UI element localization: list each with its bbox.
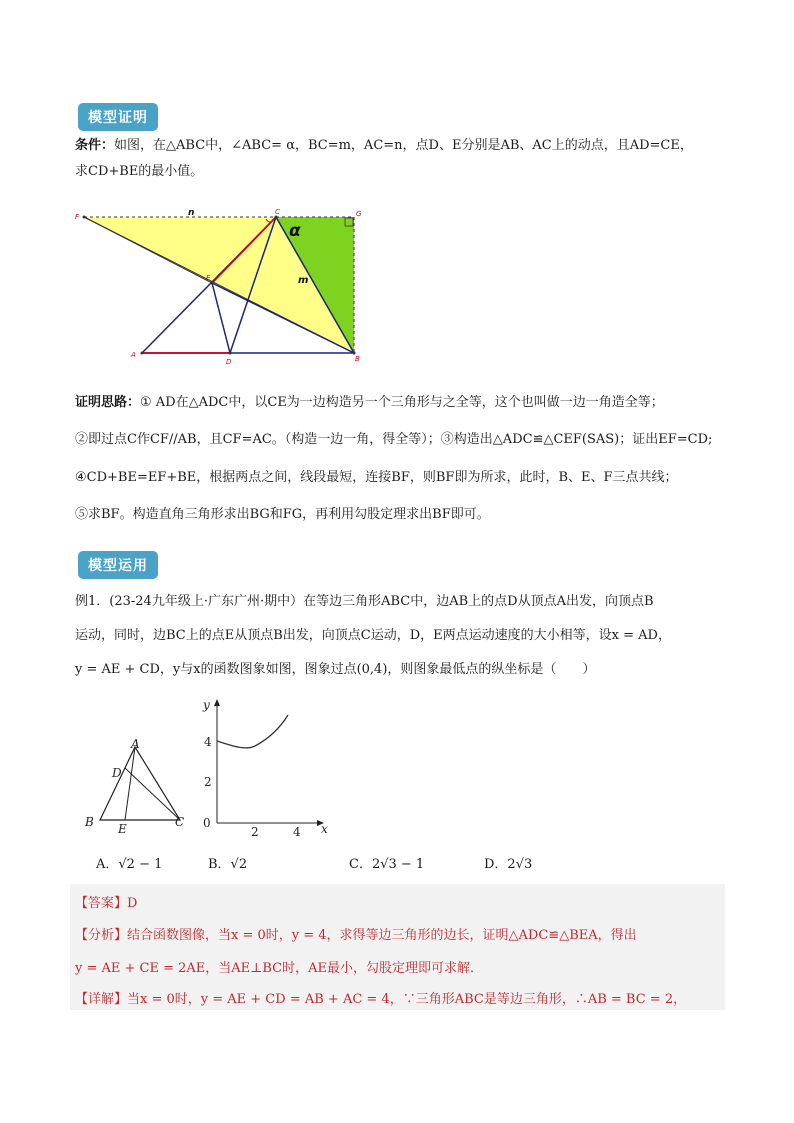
y-tick-2: 2: [204, 775, 212, 789]
x-tick-2: 2: [251, 825, 259, 839]
geometry-figure-1: [70, 205, 370, 365]
label-y-axis: y: [203, 698, 210, 712]
x-tick-4: 4: [293, 825, 301, 839]
label-alpha: α: [289, 221, 301, 241]
section-badge-application: 模型运用: [78, 551, 158, 579]
label-c: C: [275, 208, 280, 216]
label-b: B: [355, 355, 360, 363]
option-c[interactable]: C．2√3 − 1: [349, 857, 425, 872]
point-d: [229, 352, 232, 355]
condition-text-1: 如图，在△ABC中，∠ABC= α，BC=m，AC=n，点D、E分别是AB、AC上的动点，且AD=CE，: [114, 138, 693, 153]
answer-text: D: [127, 896, 138, 911]
condition-line-1: [75, 137, 693, 155]
option-a[interactable]: A．√2 − 1: [96, 857, 163, 872]
proof-line-1: [75, 394, 664, 412]
y-tick-4: 4: [204, 735, 212, 749]
analysis-text-1: 结合函数图像，当x = 0时，y = 4，求得等边三角形的边长，证明△ADC≌△BEA，得出: [127, 928, 637, 943]
detail-text-1: 当x = 0时，y = AE + CD = AB + AC = 4，∵三角形ABC是等边三角形，∴AB = BC = 2，: [127, 992, 687, 1007]
label-a2: A: [131, 737, 140, 751]
function-graph: [195, 693, 345, 843]
label-e2: E: [118, 822, 127, 835]
example-line-3: y = AE + CD，y与x的函数图象如图，图象过点(0,4)，则图象最低点的纵坐标是（ ）: [75, 662, 596, 677]
function-curve: [217, 715, 288, 748]
section-badge-proof: 模型证明: [78, 103, 158, 131]
option-d[interactable]: D．2√3: [484, 857, 533, 872]
label-d2: D: [112, 766, 122, 780]
label-d: D: [226, 358, 232, 365]
label-a: A: [131, 351, 136, 359]
geometry-figure-2: [80, 735, 190, 835]
option-b[interactable]: B．√2: [208, 857, 248, 872]
y-axis-arrow: [214, 699, 220, 706]
label-n: n: [188, 208, 195, 218]
analysis-line-2: y = AE + CE = 2AE，当AE⊥BC时，AE最小，勾股定理即可求解．: [75, 961, 484, 976]
analysis-line-1: [75, 924, 637, 943]
point-f: [83, 216, 86, 219]
answer-tag: 【答案】: [75, 896, 128, 911]
label-x-axis: x: [321, 822, 328, 836]
condition-label: 条件：: [75, 138, 115, 153]
detail-tag: 【详解】: [75, 992, 128, 1007]
label-origin: 0: [203, 816, 211, 830]
label-c2: C: [175, 815, 185, 829]
example-line-2: 运动，同时，边BC上的点E从顶点B出发，向顶点C运动，D，E两点运动速度的大小相等，设x = AD，: [75, 628, 671, 643]
proof-label: 证明思路：: [75, 395, 141, 410]
label-f: F: [75, 213, 80, 221]
detail-line-1: [75, 988, 686, 1007]
point-a: [141, 352, 144, 355]
label-g: G: [356, 210, 362, 218]
answer-line-1: [75, 892, 137, 911]
proof-text-1: ① AD在△ADC中，以CE为一边构造另一个三角形与之全等，这个也叫做一边一角造全等；: [140, 395, 664, 410]
example-line-1: 例1．(23-24九年级上·广东广州·期中）在等边三角形ABC中，边AB上的点D从顶点A出发，向顶点B: [75, 594, 654, 609]
analysis-tag: 【分析】: [75, 928, 128, 943]
point-e: [211, 282, 214, 285]
label-m: m: [298, 275, 309, 286]
proof-line-3: ④CD+BE=EF+BE，根据两点之间，线段最短，连接BF，则BF即为所求，此时，B、E、F三点共线；: [75, 470, 678, 485]
line-ed: [212, 283, 230, 353]
condition-line-2: 求CD+BE的最小值。: [75, 164, 204, 179]
proof-line-2: ②即过点C作CF//AB，且CF=AC。（构造一边一角，得全等）；③构造出△ADC≌△CEF(SAS)；证出EF=CD;: [75, 432, 713, 447]
proof-line-4: ⑤求BF。构造直角三角形求出BG和FG，再利用勾股定理求出BF即可。: [75, 507, 490, 522]
label-b2: B: [85, 815, 94, 829]
label-e: E: [206, 274, 211, 282]
